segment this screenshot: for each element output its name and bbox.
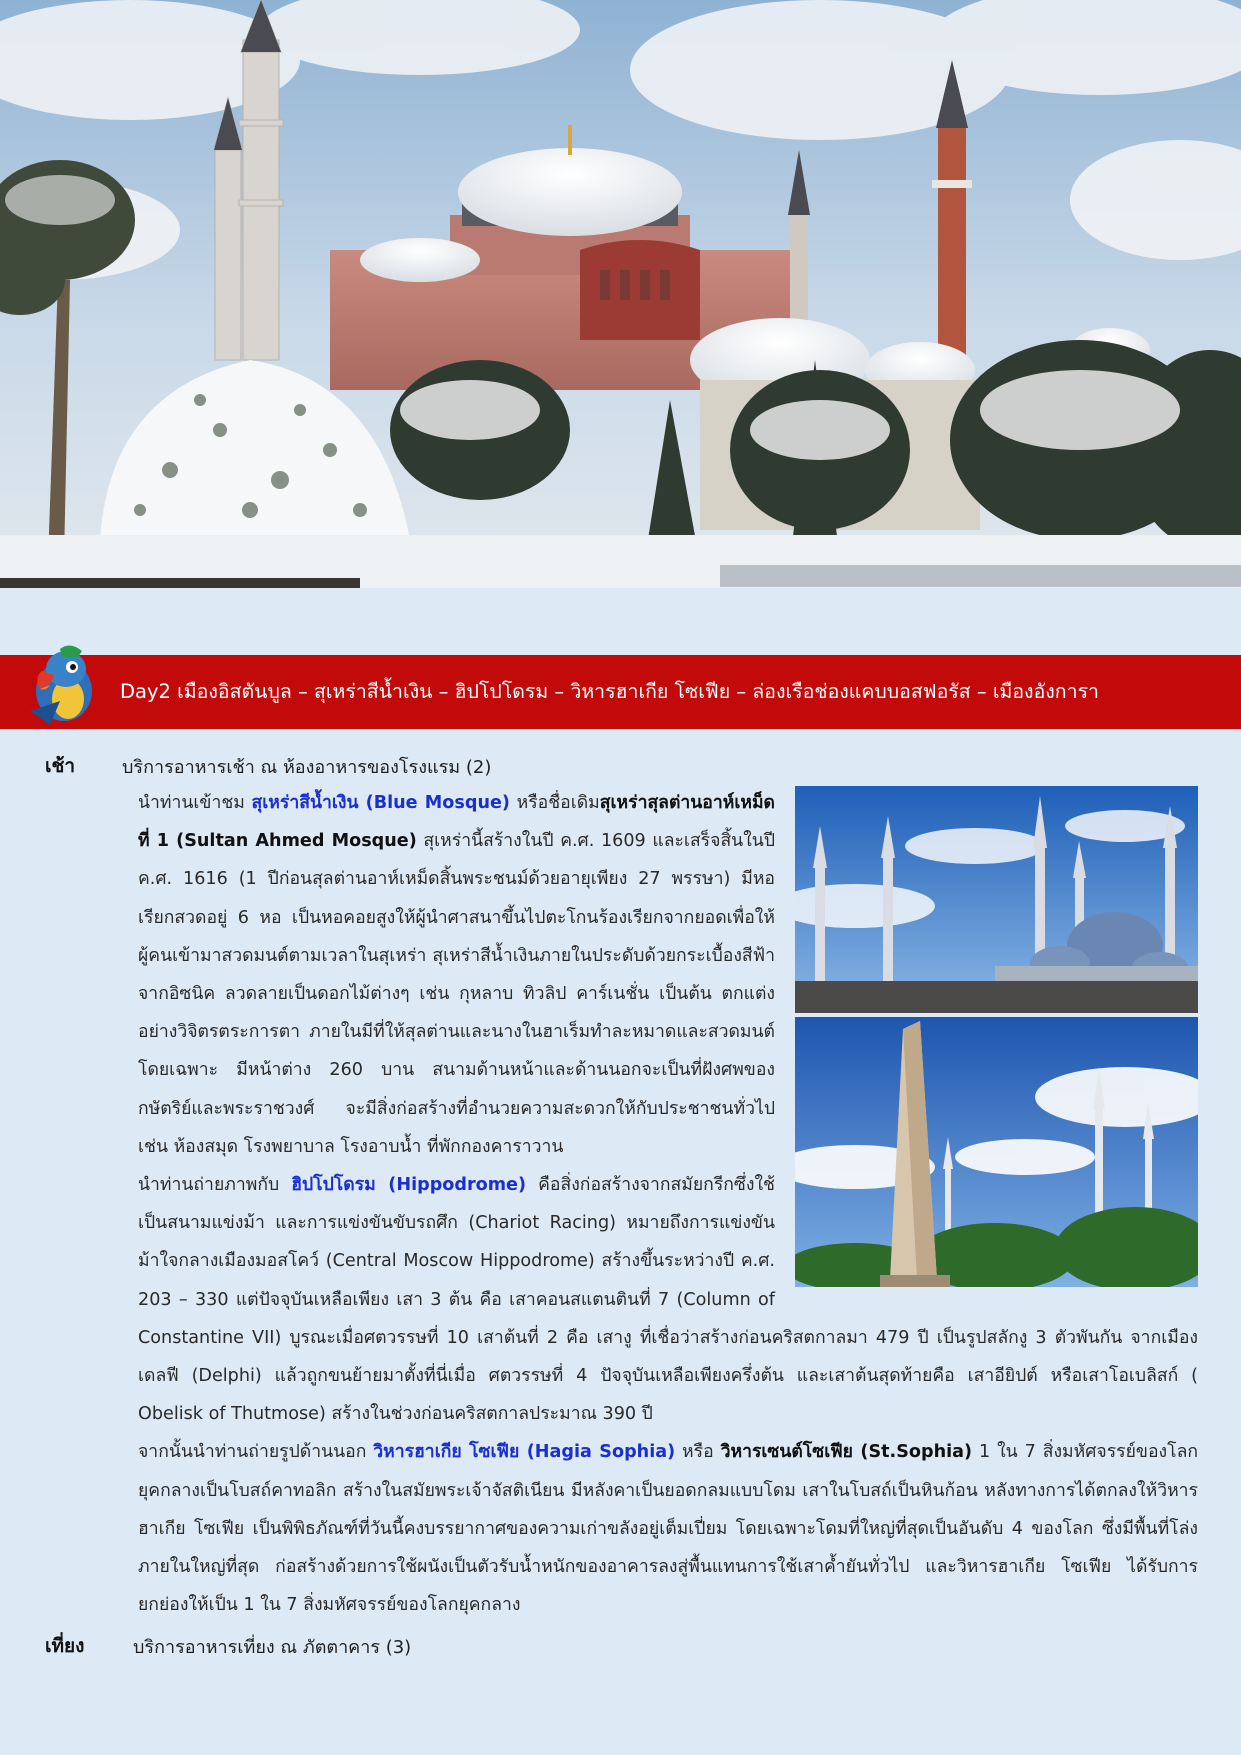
hagia-sophia-body: 1 ใน 7 สิ่งมหัศจรรย์ของโลกยุคกลางเป็นโบสถ์คาทอลิก สร้างในสมัยพระเจ้าจัสติเนียน มีหลังคาเป็นยอดกลมแบบโดม เสาในโบสถ์เป็นหินก้อน หลังทางการได้ตกลงให้วิหารฮาเกีย โซเฟีย เป็นพิพิธภัณฑ์ที่วันนี้คงบรรยากาศของความเก่าขลังอยู่เต็มเปี่ยม โดยเฉพาะโดมที่ใหญ่ที่สุดเป็นอันดับ 4 ของโลก ซึ่งมีพื้นที่โล่งภายในใหญ่ที่สุด ก่อสร้างด้วยการใช้ผนังเป็นตัวรับน้ำหนักของอาคารลงสู่พื้นแทนการใช้เสาค้ำยันทั่วไป และวิหารฮาเกีย โซเฟีย ได้รับการยกย่องให้เป็น 1 ใน 7 สิ่งมหัศจรรย์ของโลกยุคกลาง <box>138 1442 1199 1616</box>
day-banner <box>0 655 1241 729</box>
obelisk-photo <box>795 1017 1198 1287</box>
lunch-label: เที่ยง <box>45 1635 85 1657</box>
breakfast-label: เช้า <box>45 755 76 777</box>
hagia-sophia-name: วิหารฮาเกีย โซเฟีย (Hagia Sophia) <box>373 1442 676 1463</box>
hero-photo-hagia-sophia <box>0 0 1241 588</box>
blue-mosque-mid: หรือชื่อเดิม <box>509 793 600 813</box>
hagia-sophia-intro: จากนั้นนำท่านถ่ายรูปด้านนอก <box>138 1442 374 1463</box>
hippodrome-name: ฮิปโปโดรม (Hippodrome) <box>291 1175 527 1196</box>
blue-mosque-body: สุเหร่านี้สร้างในปี ค.ศ. 1609 และเสร็จสิ้นในปี ค.ศ. 1616 (1 ปีก่อนสุลต่านอาห์เหม็ดสิ้นพระชนม์ด้วยอายุเพียง 27 พรรษา) มีหอเรียกสวดอยู่ 6 หอ เป็นหอคอยสูงให้ผู้นำศาสนาขึ้นไปตะโกนร้องเรียกจากยอดเพื่อให้ผู้คนเข้ามาสวดมนต์ตามเวลาในสุเหร่า สุเหร่าสีน้ำเงินภายในประดับด้วยกระเบื้องสีฟ้าจากอิซนิค ลวดลายเป็นดอกไม้ต่างๆ เช่น กุหลาบ ทิวลิป คาร์เนชั่น เป็นต้น ตกแต่งอย่างวิจิตรตระการตา ภายในมีที่ให้สุลต่านและนางในฮาเร็มทำละหมาดและสวดมนต์โดยเฉพาะ มีหน้าต่าง 260 บาน สนามด้านหน้าและด้านนอกจะเป็นที่ฝังศพของกษัตริย์และพระราชวงศ์ จะมีสิ่งก่อสร้างที่อำนวยความสะดวกให้กับประชาชนทั่วไป เช่น ห้องสมุด โรงพยาบาล โรงอาบน้ำ ที่พักกองคาราวาน <box>138 831 775 1157</box>
hagia-sophia-mid: หรือ <box>675 1442 721 1463</box>
hagia-sophia-paragraph <box>138 1433 1198 1624</box>
blue-mosque-intro: นำท่านเข้าชม <box>138 793 252 813</box>
day-itinerary-content <box>138 784 1198 1624</box>
day-title: Day2 เมืองอิสตันบูล – สุเหร่าสีน้ำเงิน – ฮิปโปโดรม – วิหารฮาเกีย โซเฟีย – ล่องเรือช่องแคบบอสฟอรัส – เมืองอังการา <box>120 680 1099 703</box>
breakfast-text: บริการอาหารเช้า ณ ห้องอาหารของโรงแรม (2) <box>122 757 492 778</box>
side-photos <box>795 786 1198 1287</box>
parrot-mascot-icon <box>20 641 100 727</box>
lunch-text: บริการอาหารเที่ยง ณ ภัตตาคาร (3) <box>133 1637 412 1658</box>
hippodrome-intro: นำท่านถ่ายภาพกับ <box>138 1175 292 1196</box>
blue-mosque-original-name: สุเหร่าสุลต่านอาห์เหม็ดที่ 1 (Sultan Ahmed Mosque) <box>138 793 775 852</box>
hippodrome-body: คือสิ่งก่อสร้างจากสมัยกรีกซึ่งใช้เป็นสนามแข่งม้า และการแข่งขันขับรถศึก (Chariot Racing) หมายถึงการแข่งขันม้าใจกลางเมืองมอสโคว์ (Central Moscow Hippodrome) สร้างขึ้นระหว่างปี ค.ศ. 203 – 330 แต่ปัจจุบันเหลือเพียง เสา 3 ต้น คือ เสาคอนสแตนตินที่ 7 (Column of Constantine VII) บูรณะเมื่อศตวรรษที่ 10 เสาต้นที่ 2 คือ เสางู ที่เชื่อว่าสร้างก่อนคริสตกาลมา 479 ปี เป็นรูปสลักงู 3 ตัวพันกัน จากเมืองเดลฟี (Delphi) แล้วถูกขนย้ายมาตั้งที่นี่เมื่อ ศตวรรษที่ 4 ปัจจุบันเหลือเพียงครึ่งต้น และเสาต้นสุดท้ายคือ เสาอียิปต์ หรือเสาโอเบลิสก์ ( Obelisk of Thutmose) สร้างในช่วงก่อนคริสตกาลประมาณ 390 ปี <box>138 1175 1198 1425</box>
blue-mosque-name: สุเหร่าสีน้ำเงิน (Blue Mosque) <box>251 793 510 813</box>
hagia-sophia-alt-name: วิหารเซนต์โซเฟีย (St.Sophia) <box>720 1442 973 1463</box>
blue-mosque-photo <box>795 786 1198 1013</box>
